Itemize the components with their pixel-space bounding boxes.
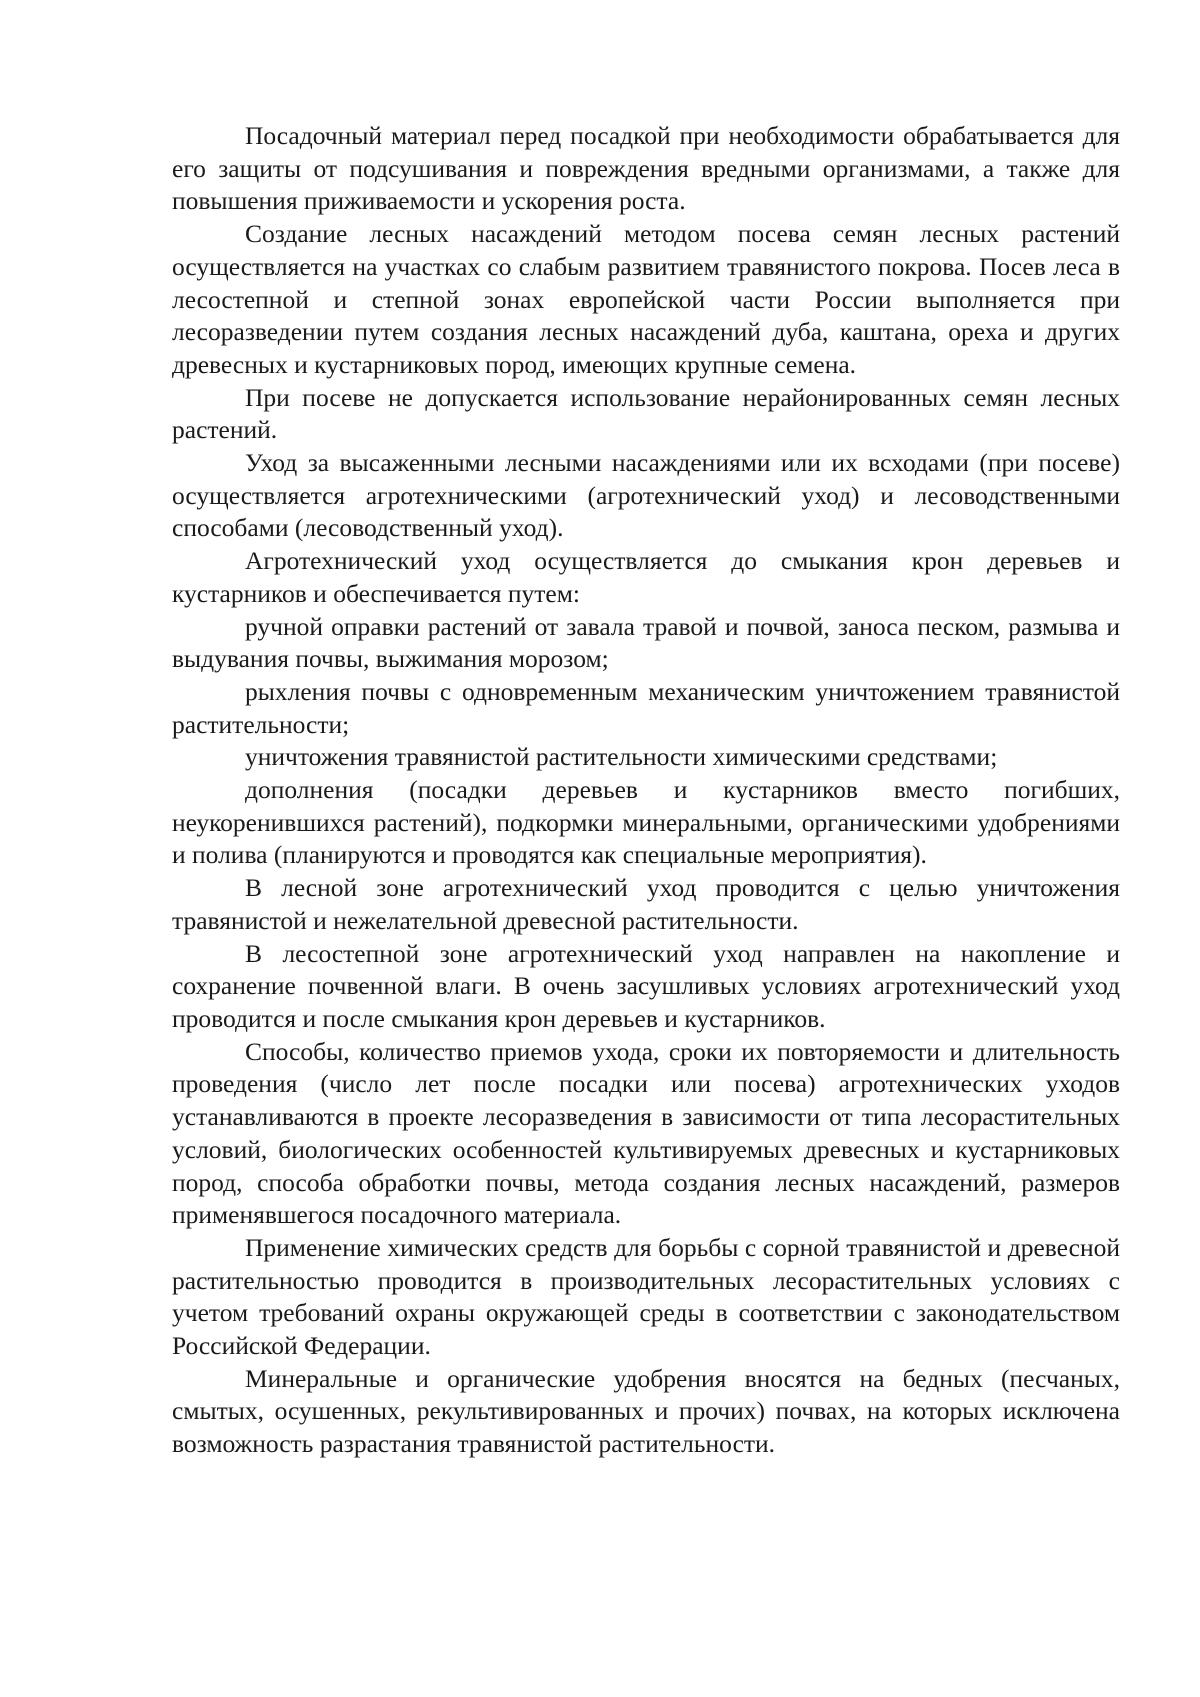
document-body <box>172 120 1120 1461</box>
paragraph-forest-zone: В лесной зоне агротехнический уход проводится с целью уничтожения травянистой и нежелательной древесной растительности. <box>172 873 1120 935</box>
paragraph-care-methods: Уход за высаженными лесными насаждениями или их всходами (при посеве) осуществляется агротехническими (агротехнический уход) и лесоводственными способами (лесоводственный уход). <box>172 448 1120 543</box>
paragraph-planting-material-treatment: Посадочный материал перед посадкой при необходимости обрабатывается для его защиты от подсушивания и повреждения вредными организмами, а также для повышения приживаемости и ускорения роста. <box>172 121 1120 216</box>
list-item-soil-loosening: рыхления почвы с одновременным механическим уничтожением травянистой растительности; <box>172 676 1120 739</box>
list-item-manual-correction: ручной оправки растений от завала травой и почвой, заноса песком, размыва и выдувания почвы, выжимания морозом; <box>172 611 1120 674</box>
paragraph-seeding-method: Создание лесных насаждений методом посева семян лесных растений осуществляется на участках со слабым развитием травянистого покрова. Посев леса в лесостепной и степной зонах европейской части России выполняется при лесоразведении путем создания лесных насаждений дуба, каштана, ореха и других древесных и кустарниковых пород, имеющих крупные семена. <box>172 219 1120 379</box>
paragraph-fertilizers: Минеральные и органические удобрения вносятся на бедных (песчаных, смытых, осушенных, рекультивированных и прочих) почвах, на которых исключена возможность разрастания травянистой растительности. <box>172 1363 1120 1459</box>
paragraph-forest-steppe-zone: В лесостепной зоне агротехнический уход направлен на накопление и сохранение почвенной влаги. В очень засушливых условиях агротехнический уход проводится и после смыкания крон деревьев и кустарников. <box>172 938 1120 1033</box>
paragraph-care-parameters: Способы, количество приемов ухода, сроки их повторяемости и длительность проведения (число лет после посадки или посева) агротехнических уходов устанавливаются в проекте лесоразведения в зависимости от типа лесорастительных условий, биологических особенностей культивируемых древесных и кустарниковых пород, способа обработки почвы, метода создания лесных насаждений, размеров применявшегося посадочного материала. <box>172 1036 1120 1230</box>
list-item-chemical-control: уничтожения травянистой растительности химическими средствами; <box>245 742 998 772</box>
paragraph-agrotechnical-care: Агротехнический уход осуществляется до смыкания крон деревьев и кустарников и обеспечивается путем: <box>172 546 1120 608</box>
list-item-supplementing: дополнения (посадки деревьев и кустарников вместо погибших, неукоренившихся растений), подкормки минеральными, органическими удобрениями и полива (планируются и проводятся как специальные мероприятия). <box>172 775 1120 870</box>
paragraph-chemical-use: Применение химических средств для борьбы с сорной травянистой и древесной растительностью проводится в производительных лесорастительных условиях с учетом требований охраны окружающей среды в соответствии с законодательством Российской Федерации. <box>172 1232 1120 1361</box>
paragraph-seed-restriction: При посеве не допускается использование нерайонированных семян лесных растений. <box>172 382 1120 445</box>
